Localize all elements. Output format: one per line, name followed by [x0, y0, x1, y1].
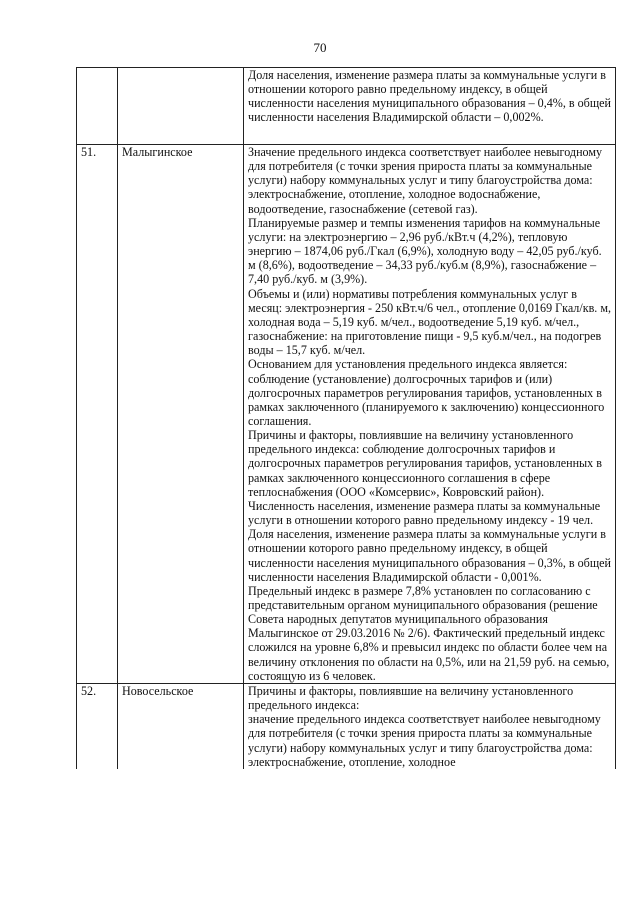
paragraph: Объемы и (или) нормативы потребления коммунальных услуг в месяц: электроэнергия - 250 кВт.ч/6 чел., отопление 0,0169 Гкал/кв. м, холодная вода – 5,19 куб. м/чел., водоотведение 5,19 куб. м/чел., газоснабжение: на приготовление пищи - 9,5 куб.м/чел., на подогрев воды – 15,7 куб. м/чел.	[248, 286, 612, 358]
paragraph: Основанием для установления предельного индекса является: соблюдение (установление) долгосрочных тарифов и (или) долгосрочных параметров регулирования тарифов, установленных в рамках заключенного (планируемого к заключению) концессионного соглашения.	[248, 357, 605, 428]
paragraph: Причины и факторы, повлиявшие на величину установленного предельного индекса: соблюдение долгосрочных тарифов и долгосрочных параметров регулирования тарифов, установленных в рамках заключенного концессионного соглашения в сфере теплоснабжения (ООО «Комсервис», Ковровский район).	[248, 428, 602, 499]
municipality-name-cell: Малыгинское	[118, 145, 244, 684]
row-number-cell: 51.	[77, 145, 118, 684]
table-row	[77, 68, 616, 145]
page-number: 70	[313, 40, 327, 55]
municipality-name-cell	[118, 68, 244, 145]
table-row	[77, 683, 616, 768]
paragraph: Доля населения, изменение размера платы за коммунальные услуги в отношении которого равно предельному индексу, в общей численности населения муниципального образования – 0,4%, в общей численности населения Владимирской области – 0,002%.	[248, 68, 611, 125]
row-number-cell	[77, 68, 118, 145]
paragraph: Доля населения, изменение размера платы за коммунальные услуги в отношении которого равно предельному индексу, в общей численности населения муниципального образования – 0,3%, в общей численности населения Владимирской области - 0,001%.	[248, 527, 611, 584]
paragraph: Значение предельного индекса соответствует наиболее невыгодному для потребителя (с точки зрения прироста платы за коммунальные услуги) набору коммунальных услуг и типу благоустройства дома: электроснабжение, отопление, холодное водоснабжение, водоотведение, газоснабжение (сетевой газ).	[248, 145, 603, 216]
row-number-cell: 52.	[77, 683, 118, 768]
paragraph: Причины и факторы, повлиявшие на величину установленного предельного индекса:	[248, 683, 574, 713]
paragraph: Планируемые размер и темпы изменения тарифов на коммунальные услуги: на электроэнергию – 2,96 руб./кВт.ч (4,2%), тепловую энергию – 1874,06 руб./Гкал (6,9%), холодную воду – 42,05 руб./куб. м (8,6%), водоотведение – 34,33 руб./куб.м (8,9%), газоснабжение – 7,40 руб./куб. м (3,9%).	[248, 215, 602, 287]
paragraph: значение предельного индекса соответствует наиболее невыгодному для потребителя (с точки зрения прироста платы за коммунальные услуги) набору коммунальных услуг и типу благоустройства дома: электроснабжение, отопление, холодное	[248, 712, 601, 769]
municipal-index-table	[76, 67, 616, 769]
paragraph: Предельный индекс в размере 7,8% установлен по согласованию с представительным органом муниципального образования (решение Совета народных депутатов муниципального образования Малыгинское от 29.03.2016 № 2/6). Фактический предельный индекс сложился на уровне 6,8% и превысил индекс по области более чем на величину отклонения по области на 0,5%, или на 21,59 руб. на семью, состоящую из 6 человек.	[248, 583, 610, 683]
table-row	[77, 145, 616, 684]
paragraph: Численность населения, изменение размера платы за коммунальные услуги в отношении которого равно предельному индексу - 19 чел.	[248, 498, 601, 528]
municipality-name-cell: Новосельское	[118, 683, 244, 768]
description-cell	[244, 683, 616, 768]
description-cell	[244, 145, 616, 684]
description-cell	[244, 68, 616, 145]
